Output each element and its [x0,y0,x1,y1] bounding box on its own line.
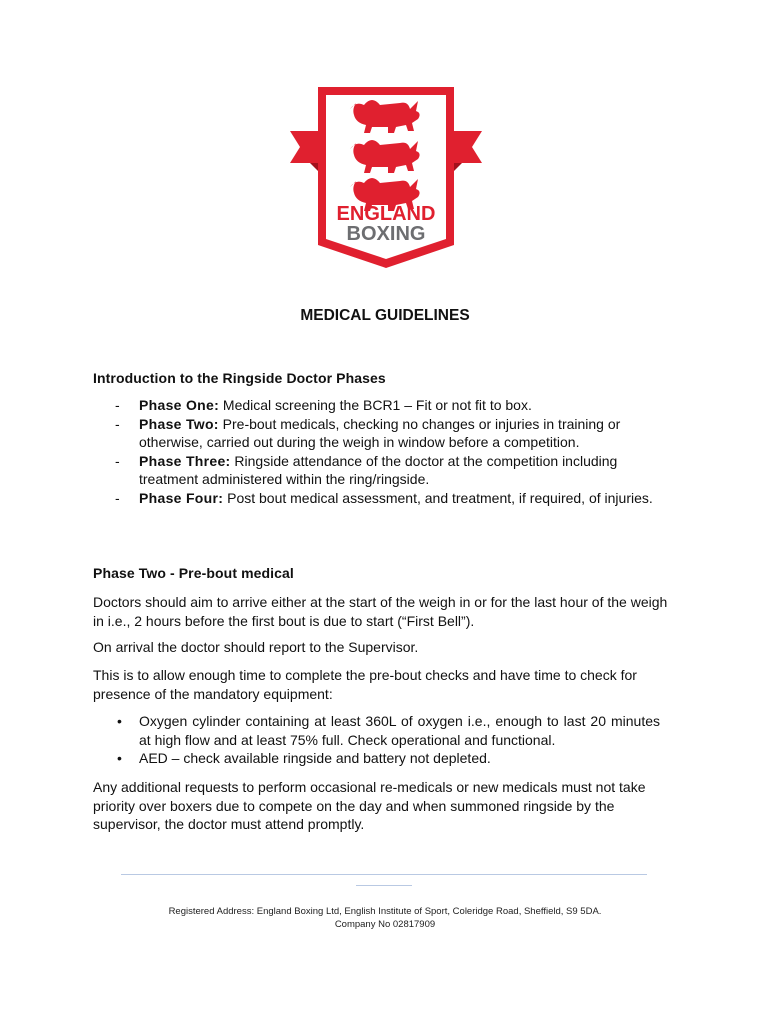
paragraph: On arrival the doctor should report to the Supervisor. [93,639,419,655]
list-item: - Phase Two: Pre-bout medicals, checking no changes or injuries in training or otherwise, carried out during the weigh in window before a competition. [115,415,621,450]
list-item: - Phase One: Medical screening the BCR1 – Fit or not fit to box. [115,397,532,413]
phases-list [93,396,678,507]
logo-line1: ENGLAND [336,203,436,225]
bullet-icon: • [117,750,122,766]
list-item: • Oxygen cylinder containing at least 360L of oxygen i.e., enough to last 20 minutes at high flow and at least 75% full. Check operational and functional. [117,713,660,748]
footer-address: Registered Address: England Boxing Ltd, English Institute of Sport, Coleridge Road, Sheffield, S9 5DA. [168,906,602,917]
ribbon-right-icon [454,131,482,163]
document-title: MEDICAL GUIDELINES [300,307,470,324]
paragraph: Any additional requests to perform occasional re-medicals or new medicals must not take priority over boxers due to compete on the day and when summoned ringside by the supervisor, the doctor must attend promptly. [93,779,646,832]
footer-divider [121,874,647,875]
list-item: • AED – check available ringside and battery not depleted. [117,750,491,766]
footer-company: Company No 02817909 [334,919,436,930]
ribbon-left-icon [290,131,318,163]
bullet-icon: • [117,713,122,729]
list-item: - Phase Four: Post bout medical assessment, and treatment, if required, of injuries. [115,489,653,506]
phase-two-heading: Phase Two - Pre-bout medical [93,565,294,581]
list-item: - Phase Three: Ringside attendance of the doctor at the competition including treatment administered within the ring/ringside. [115,452,618,487]
footer-divider [356,885,412,886]
england-boxing-logo [288,87,484,269]
intro-heading: Introduction to the Ringside Doctor Phases [93,370,386,386]
equipment-list [93,712,660,768]
logo-line2: BOXING [346,223,426,245]
paragraph: This is to allow enough time to complete the pre-bout checks and have time to check for presence of the mandatory equipment: [93,667,637,702]
paragraph: Doctors should aim to arrive either at the start of the weigh in or for the last hour of the weigh in i.e., 2 hours before the first bout is due to start (“First Bell”). [93,594,668,629]
